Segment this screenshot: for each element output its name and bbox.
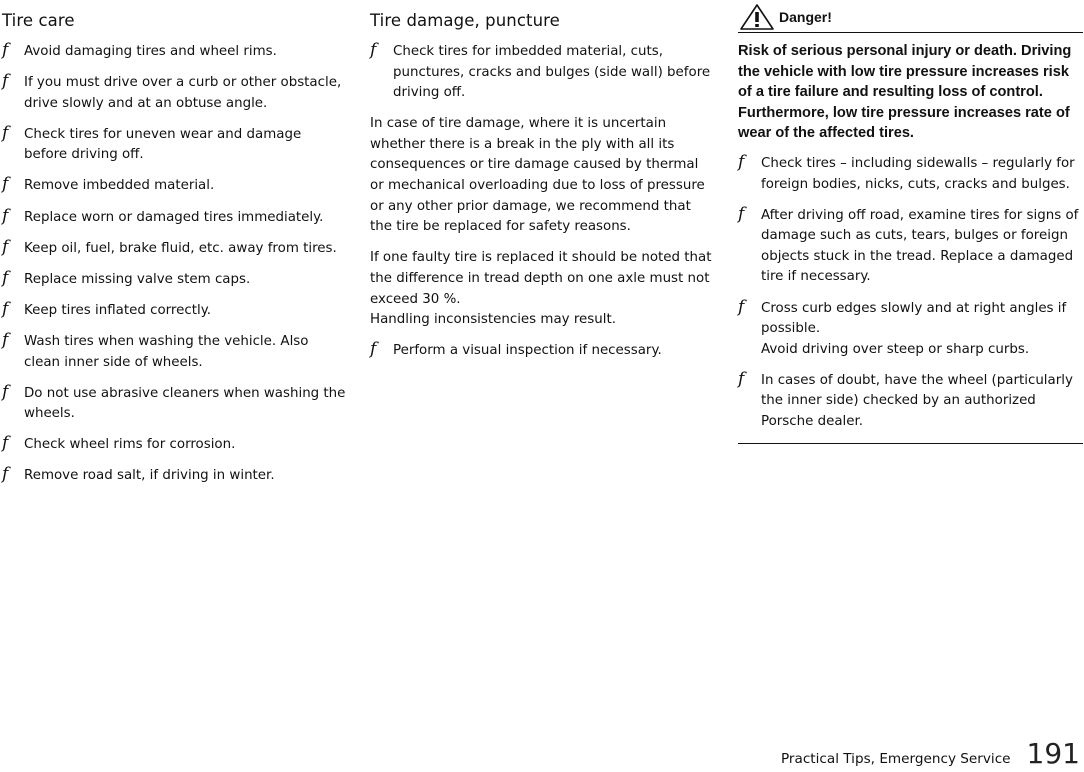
bullet-icon: f <box>2 267 9 288</box>
bullet-icon: f <box>370 40 377 60</box>
list-item-text: Replace worn or damaged tires immediately. <box>24 209 324 225</box>
tire-damage-list-2 <box>370 341 716 362</box>
list-item <box>2 267 347 291</box>
bullet-icon: f <box>2 329 9 350</box>
list-item <box>738 203 1083 288</box>
list-item-text: Check tires – including sidewalls – regularly for foreign bodies, nicks, cuts, cracks and bulges. <box>761 155 1075 192</box>
page-footer <box>781 737 1080 770</box>
list-item-text: Perform a visual inspection if necessary. <box>393 343 662 359</box>
bullet-icon: f <box>2 205 9 226</box>
tire-damage-list-1 <box>370 42 716 104</box>
list-item <box>370 42 716 104</box>
list-item-text: Keep oil, fuel, brake fluid, etc. away from tires. <box>24 240 337 256</box>
list-item <box>2 298 347 322</box>
list-item <box>2 205 347 229</box>
list-item <box>738 368 1083 433</box>
tire-care-list <box>2 42 347 487</box>
list-item-text: In cases of doubt, have the wheel (particularly the inner side) checked by an authorized Porsche dealer. <box>761 372 1073 429</box>
list-item-text: After driving off road, examine tires for signs of damage such as cuts, tears, bulges or foreign objects stuck in the tread. Replace a damaged tire if necessary. <box>761 207 1079 285</box>
list-item <box>738 296 1083 361</box>
bullet-icon: f <box>2 381 9 402</box>
bullet-icon: f <box>2 174 9 195</box>
list-item-text: Avoid driving over steep or sharp curbs. <box>761 341 1030 357</box>
bullet-icon: f <box>2 298 9 319</box>
bullet-icon: f <box>2 122 9 143</box>
tire-care-heading: Tire care <box>2 11 75 30</box>
list-item-text: Keep tires inflated correctly. <box>24 302 211 318</box>
tread-depth-text: If one faulty tire is replaced it should be noted that the difference in tread depth on one axle must not exceed 30 %. <box>370 250 712 307</box>
list-item <box>2 466 347 487</box>
bullet-icon: f <box>2 433 9 454</box>
warning-triangle-icon <box>740 4 774 30</box>
list-item-text: Remove road salt, if driving in winter. <box>24 468 275 484</box>
bullet-icon: f <box>738 368 745 389</box>
page-number: 191 <box>1026 737 1080 770</box>
list-item <box>2 435 347 456</box>
bullet-icon: f <box>2 236 9 257</box>
list-item <box>2 381 347 425</box>
tire-care-column <box>2 0 347 498</box>
danger-column <box>738 0 1083 444</box>
danger-end-rule <box>738 443 1083 444</box>
list-item <box>2 42 347 63</box>
danger-warning-text: Risk of serious personal injury or death. Driving the vehicle with low tire pressure increases risk of a tire failure and resulting loss of control. Furthermore, low tire pressure increases rate of wear of the affected tires. <box>738 43 1072 142</box>
list-item-text: Wash tires when washing the vehicle. Also clean inner side of wheels. <box>24 333 309 370</box>
list-item <box>2 329 347 373</box>
list-item <box>370 341 716 362</box>
bullet-icon: f <box>2 40 9 60</box>
footer-section-title: Practical Tips, Emergency Service <box>780 751 1011 767</box>
handling-text: Handling inconsistencies may result. <box>370 312 616 328</box>
list-item <box>738 151 1083 195</box>
list-item-text: Check wheel rims for corrosion. <box>24 437 236 453</box>
list-item-text: If you must drive over a curb or other obstacle, drive slowly and at an obtuse angle. <box>24 75 342 111</box>
tire-damage-heading: Tire damage, puncture <box>370 11 560 30</box>
tire-damage-paragraph: In case of tire damage, where it is uncertain whether there is a break in the ply with all its consequences or tire damage caused by thermal or mechanical overloading due to loss of pressure or any other prior damage, we recommend that the tire be replaced for safety reasons. <box>370 116 705 235</box>
bullet-icon: f <box>370 339 377 360</box>
tire-damage-column <box>370 0 716 372</box>
bullet-icon: f <box>738 151 745 172</box>
list-item <box>2 73 347 114</box>
list-item-text: Avoid damaging tires and wheel rims. <box>24 44 277 59</box>
list-item-text: Check tires for uneven wear and damage before driving off. <box>24 126 302 163</box>
list-item-text: Check tires for imbedded material, cuts, punctures, cracks and bulges (side wall) before driving off. <box>393 44 711 101</box>
bullet-icon: f <box>738 203 745 224</box>
danger-list <box>738 151 1083 433</box>
list-item <box>2 176 347 197</box>
list-item-text: Cross curb edges slowly and at right angles if possible. <box>761 300 1067 337</box>
list-item-text: Replace missing valve stem caps. <box>24 271 251 287</box>
bullet-icon: f <box>2 464 9 485</box>
bullet-icon: f <box>2 71 9 92</box>
list-item-text: Remove imbedded material. <box>24 178 215 194</box>
list-item <box>2 122 347 166</box>
list-item <box>2 236 347 260</box>
danger-label: Danger! <box>779 9 832 25</box>
bullet-icon: f <box>738 296 745 317</box>
danger-header <box>738 4 1083 33</box>
tread-depth-paragraph <box>370 248 716 330</box>
list-item-text: Do not use abrasive cleaners when washing the wheels. <box>24 385 346 422</box>
